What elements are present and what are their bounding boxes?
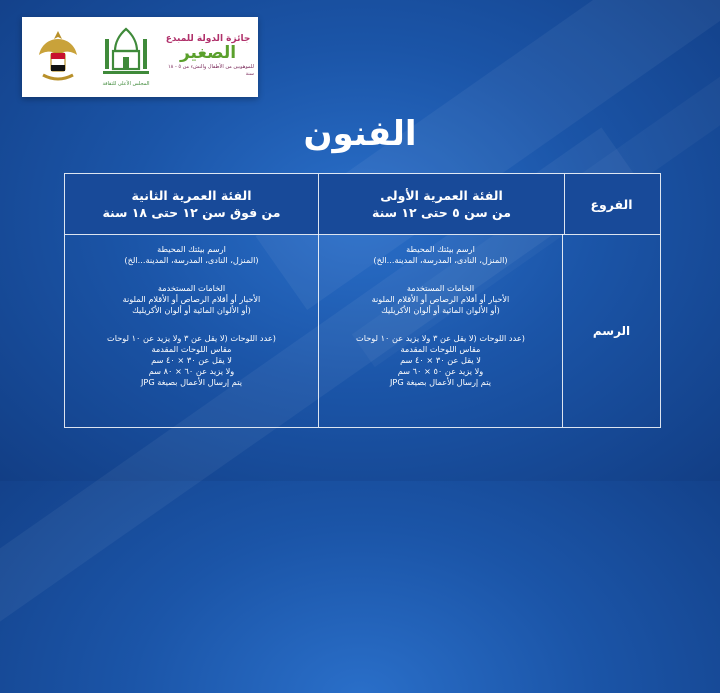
award-logo-tagline: للموهوبين من الأطفال والنشء من ٥ - ١٨ سنة — [167, 64, 254, 77]
second-materials-line: (أو الألوان المائية أو ألوان الأكريليك — [132, 305, 251, 315]
second-theme-line: (المنزل، النادى، المدرسة، المدينة...الخ) — [124, 255, 259, 265]
egypt-eagle-emblem-icon — [32, 21, 84, 91]
first-requirements-line: يتم إرسال الأعمال بصيغة JPG — [389, 377, 492, 387]
mosque-caption: المجلس الأعلى للثقافة — [102, 81, 150, 87]
categories-table — [64, 173, 661, 428]
logo-bar — [22, 17, 258, 97]
second-materials-line: الخامات المستخدمة — [157, 283, 226, 293]
first-requirements-block — [319, 333, 562, 388]
first-theme-line: ارسم بيئتك المحيطة — [406, 244, 475, 254]
second-requirements-line: لا يقل عن ٣٠ × ٤٠ سم — [151, 355, 232, 365]
first-materials-line: الأحبار أو أقلام الرصاص أو الأقلام الملونة — [371, 294, 510, 304]
second-requirements-line: (عدد اللوحات (لا يقل عن ٣ ولا يزيد عن ١٠ لوحات — [107, 333, 276, 343]
first-requirements-line: لا يقل عن ٣٠ × ٤٠ سم — [400, 355, 481, 365]
award-logo-small-text: جائزة الدولة للمبدع — [165, 34, 251, 44]
page-title: الفنون — [303, 114, 417, 154]
second-theme-line: ارسم بيئتك المحيطة — [157, 244, 226, 254]
second-age-details — [65, 234, 318, 427]
first-requirements-line: (عدد اللوحات (لا يقل عن ٣ ولا يزيد عن ١٠ لوحات — [356, 333, 525, 343]
award-logo-big-text: الصغير — [179, 43, 237, 63]
header-branches — [563, 174, 660, 235]
first-requirements-line: ولا يزيد عن ٥٠ × ٦٠ سم — [397, 366, 484, 376]
first-materials-line: الخامات المستخدمة — [406, 283, 475, 293]
header-first-line1: الفئة العمرية الأولى — [380, 188, 503, 203]
second-requirements-line: مقاس اللوحات المقدمة — [151, 344, 232, 354]
first-materials-line: (أو الألوان المائية أو ألوان الأكريليك — [381, 305, 500, 315]
mosque-dome-logo-icon — [100, 21, 152, 91]
second-requirements-block — [65, 333, 318, 388]
header-second-line1: الفئة العمرية الثانية — [131, 188, 252, 203]
second-requirements-line: ولا يزيد عن ٦٠ × ٨٠ سم — [148, 366, 235, 376]
second-theme-block — [65, 244, 318, 266]
first-theme-block — [319, 244, 562, 266]
first-requirements-line: مقاس اللوحات المقدمة — [400, 344, 481, 354]
header-first-age-group — [318, 174, 565, 235]
award-logo-icon — [162, 21, 254, 91]
header-second-age-group — [65, 174, 318, 235]
header-second-line2: من فوق سن ١٢ حتى ١٨ سنة — [102, 205, 281, 220]
second-requirements-line: يتم إرسال الأعمال بصيغة JPG — [140, 377, 243, 387]
second-materials-block — [65, 283, 318, 316]
first-age-details — [318, 234, 563, 427]
first-theme-line: (المنزل، النادى، المدرسة، المدينة...الخ) — [373, 255, 508, 265]
first-materials-block — [319, 283, 562, 316]
header-branches-label: الفروع — [590, 196, 633, 212]
branch-drawing: الرسم — [592, 323, 631, 338]
second-materials-line: الأحبار أو أقلام الرصاص أو الأقلام الملونة — [122, 294, 261, 304]
header-first-line2: من سن ٥ حتى ١٢ سنة — [372, 205, 511, 220]
